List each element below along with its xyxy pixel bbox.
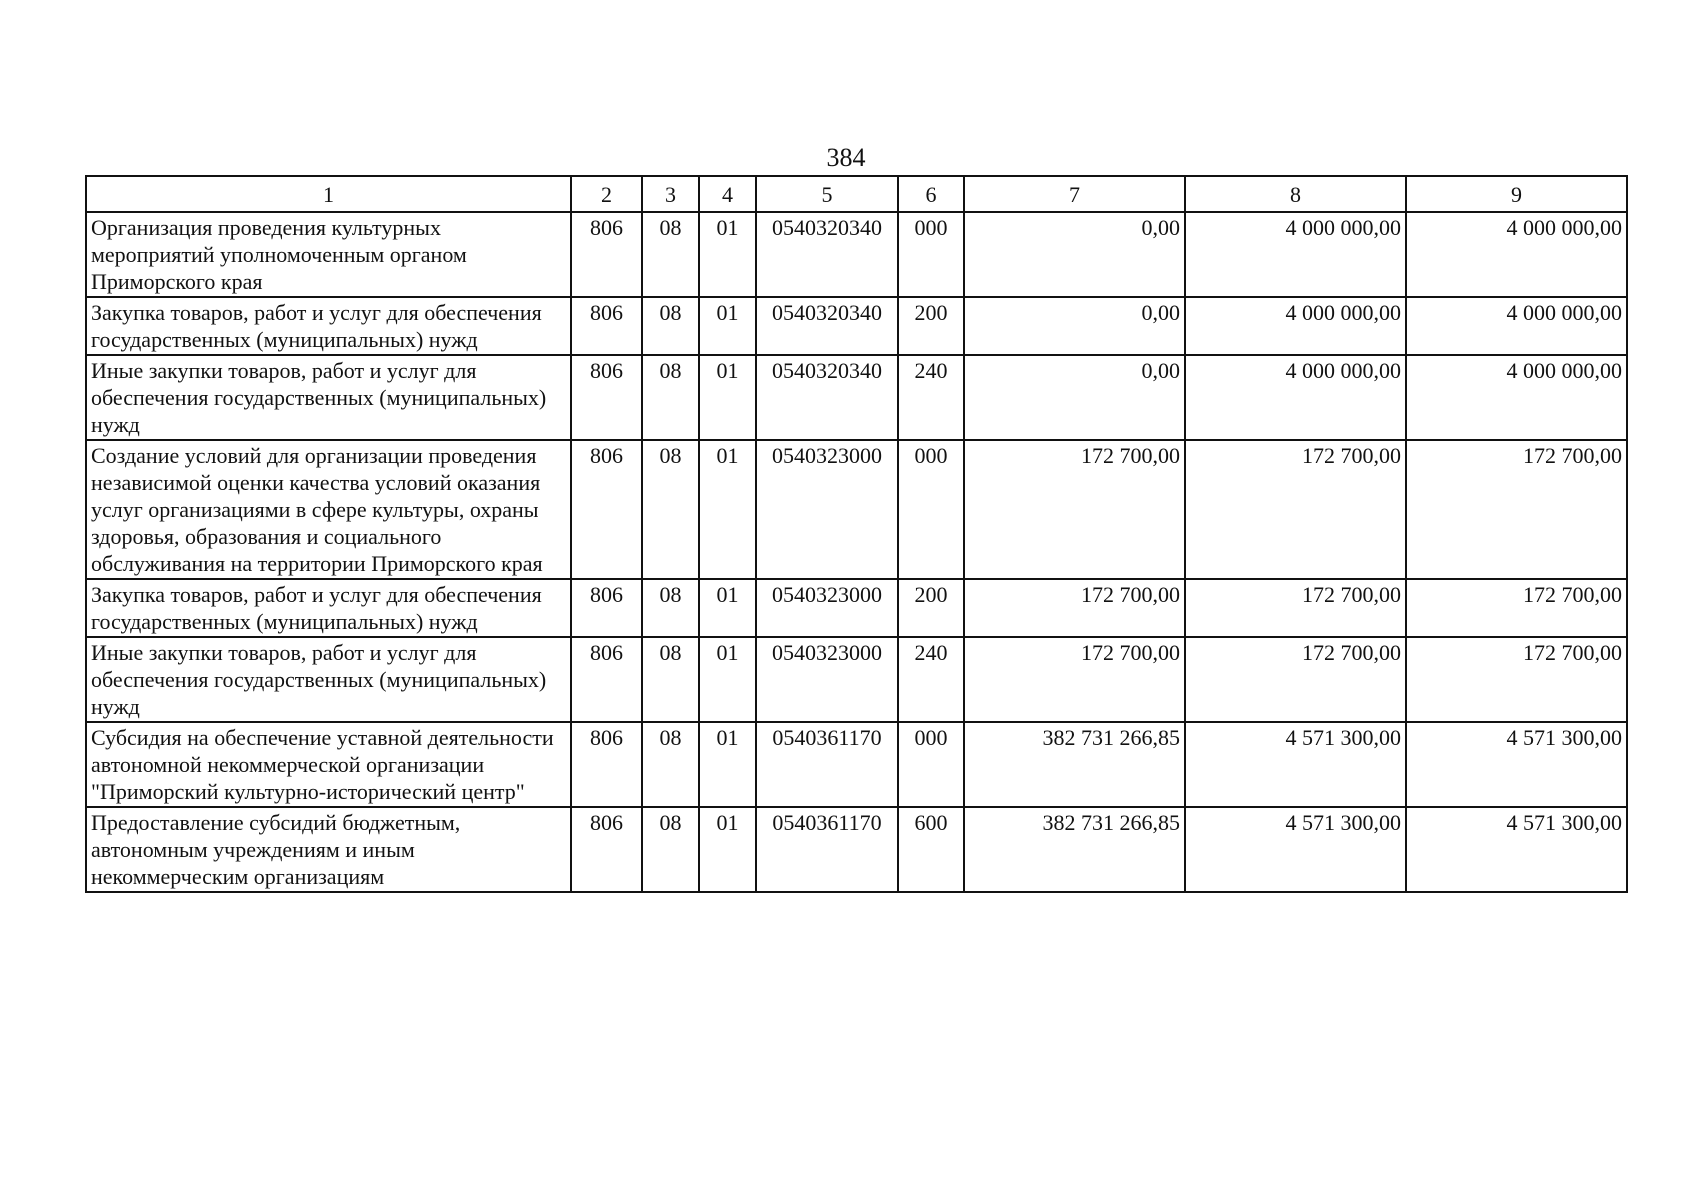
row-name-cell: Иные закупки товаров, работ и услуг для обеспечения государственных (муниципальных) нужд [86, 355, 571, 440]
table-row [86, 355, 1627, 440]
col-header-2: 2 [571, 176, 642, 212]
table-row [86, 579, 1627, 637]
expense-type-cell: 240 [898, 355, 964, 440]
col-header-7: 7 [964, 176, 1185, 212]
amount-col8-cell: 4 571 300,00 [1185, 807, 1406, 892]
row-name-cell: Закупка товаров, работ и услуг для обеспечения государственных (муниципальных) нужд [86, 579, 571, 637]
subsection-code-cell: 01 [699, 297, 756, 355]
subsection-code-cell: 01 [699, 579, 756, 637]
col-header-8: 8 [1185, 176, 1406, 212]
target-article-cell: 0540323000 [756, 579, 898, 637]
table-row [86, 722, 1627, 807]
row-name-cell: Создание условий для организации проведения независимой оценки качества условий оказания услуг организациями в сфере культуры, охраны здоровья, образования и социального обслуживания на территории Приморского края [86, 440, 571, 579]
target-article-cell: 0540361170 [756, 722, 898, 807]
expense-type-cell: 240 [898, 637, 964, 722]
amount-col8-cell: 4 000 000,00 [1185, 297, 1406, 355]
ministry-code-cell: 806 [571, 440, 642, 579]
ministry-code-cell: 806 [571, 807, 642, 892]
section-code-cell: 08 [642, 297, 699, 355]
ministry-code-cell: 806 [571, 637, 642, 722]
table-row [86, 212, 1627, 297]
subsection-code-cell: 01 [699, 807, 756, 892]
target-article-cell: 0540320340 [756, 355, 898, 440]
ministry-code-cell: 806 [571, 579, 642, 637]
amount-col7-cell: 382 731 266,85 [964, 807, 1185, 892]
col-header-3: 3 [642, 176, 699, 212]
amount-col9-cell: 4 000 000,00 [1406, 212, 1627, 297]
section-code-cell: 08 [642, 807, 699, 892]
table-row [86, 807, 1627, 892]
col-header-9: 9 [1406, 176, 1627, 212]
amount-col9-cell: 172 700,00 [1406, 637, 1627, 722]
subsection-code-cell: 01 [699, 212, 756, 297]
amount-col8-cell: 172 700,00 [1185, 440, 1406, 579]
amount-col7-cell: 0,00 [964, 212, 1185, 297]
amount-col9-cell: 172 700,00 [1406, 440, 1627, 579]
row-name-cell: Предоставление субсидий бюджетным, автономным учреждениям и иным некоммерческим организациям [86, 807, 571, 892]
amount-col7-cell: 172 700,00 [964, 637, 1185, 722]
budget-table [85, 175, 1628, 893]
section-code-cell: 08 [642, 637, 699, 722]
table-row [86, 637, 1627, 722]
table-row [86, 297, 1627, 355]
section-code-cell: 08 [642, 355, 699, 440]
subsection-code-cell: 01 [699, 722, 756, 807]
amount-col7-cell: 0,00 [964, 297, 1185, 355]
subsection-code-cell: 01 [699, 355, 756, 440]
amount-col8-cell: 4 000 000,00 [1185, 212, 1406, 297]
subsection-code-cell: 01 [699, 637, 756, 722]
header-row [86, 176, 1627, 212]
amount-col7-cell: 172 700,00 [964, 440, 1185, 579]
amount-col7-cell: 172 700,00 [964, 579, 1185, 637]
row-name-cell: Субсидия на обеспечение уставной деятельности автономной некоммерческой организации "Приморский культурно-исторический центр" [86, 722, 571, 807]
expense-type-cell: 000 [898, 722, 964, 807]
col-header-5: 5 [756, 176, 898, 212]
row-name-cell: Закупка товаров, работ и услуг для обеспечения государственных (муниципальных) нужд [86, 297, 571, 355]
target-article-cell: 0540361170 [756, 807, 898, 892]
expense-type-cell: 000 [898, 212, 964, 297]
col-header-6: 6 [898, 176, 964, 212]
ministry-code-cell: 806 [571, 355, 642, 440]
ministry-code-cell: 806 [571, 212, 642, 297]
target-article-cell: 0540320340 [756, 297, 898, 355]
amount-col9-cell: 4 571 300,00 [1406, 722, 1627, 807]
amount-col8-cell: 4 000 000,00 [1185, 355, 1406, 440]
amount-col9-cell: 4 000 000,00 [1406, 297, 1627, 355]
subsection-code-cell: 01 [699, 440, 756, 579]
target-article-cell: 0540323000 [756, 637, 898, 722]
page-number: 384 [826, 143, 866, 172]
amount-col8-cell: 172 700,00 [1185, 579, 1406, 637]
section-code-cell: 08 [642, 212, 699, 297]
amount-col9-cell: 172 700,00 [1406, 579, 1627, 637]
expense-type-cell: 600 [898, 807, 964, 892]
expense-type-cell: 000 [898, 440, 964, 579]
section-code-cell: 08 [642, 440, 699, 579]
amount-col9-cell: 4 000 000,00 [1406, 355, 1627, 440]
section-code-cell: 08 [642, 579, 699, 637]
amount-col8-cell: 4 571 300,00 [1185, 722, 1406, 807]
ministry-code-cell: 806 [571, 297, 642, 355]
amount-col8-cell: 172 700,00 [1185, 637, 1406, 722]
expense-type-cell: 200 [898, 579, 964, 637]
row-name-cell: Организация проведения культурных мероприятий уполномоченным органом Приморского края [86, 212, 571, 297]
table-row [86, 440, 1627, 579]
amount-col7-cell: 0,00 [964, 355, 1185, 440]
row-name-cell: Иные закупки товаров, работ и услуг для обеспечения государственных (муниципальных) нужд [86, 637, 571, 722]
target-article-cell: 0540320340 [756, 212, 898, 297]
amount-col7-cell: 382 731 266,85 [964, 722, 1185, 807]
amount-col9-cell: 4 571 300,00 [1406, 807, 1627, 892]
col-header-4: 4 [699, 176, 756, 212]
col-header-1: 1 [86, 176, 571, 212]
section-code-cell: 08 [642, 722, 699, 807]
expense-type-cell: 200 [898, 297, 964, 355]
target-article-cell: 0540323000 [756, 440, 898, 579]
ministry-code-cell: 806 [571, 722, 642, 807]
